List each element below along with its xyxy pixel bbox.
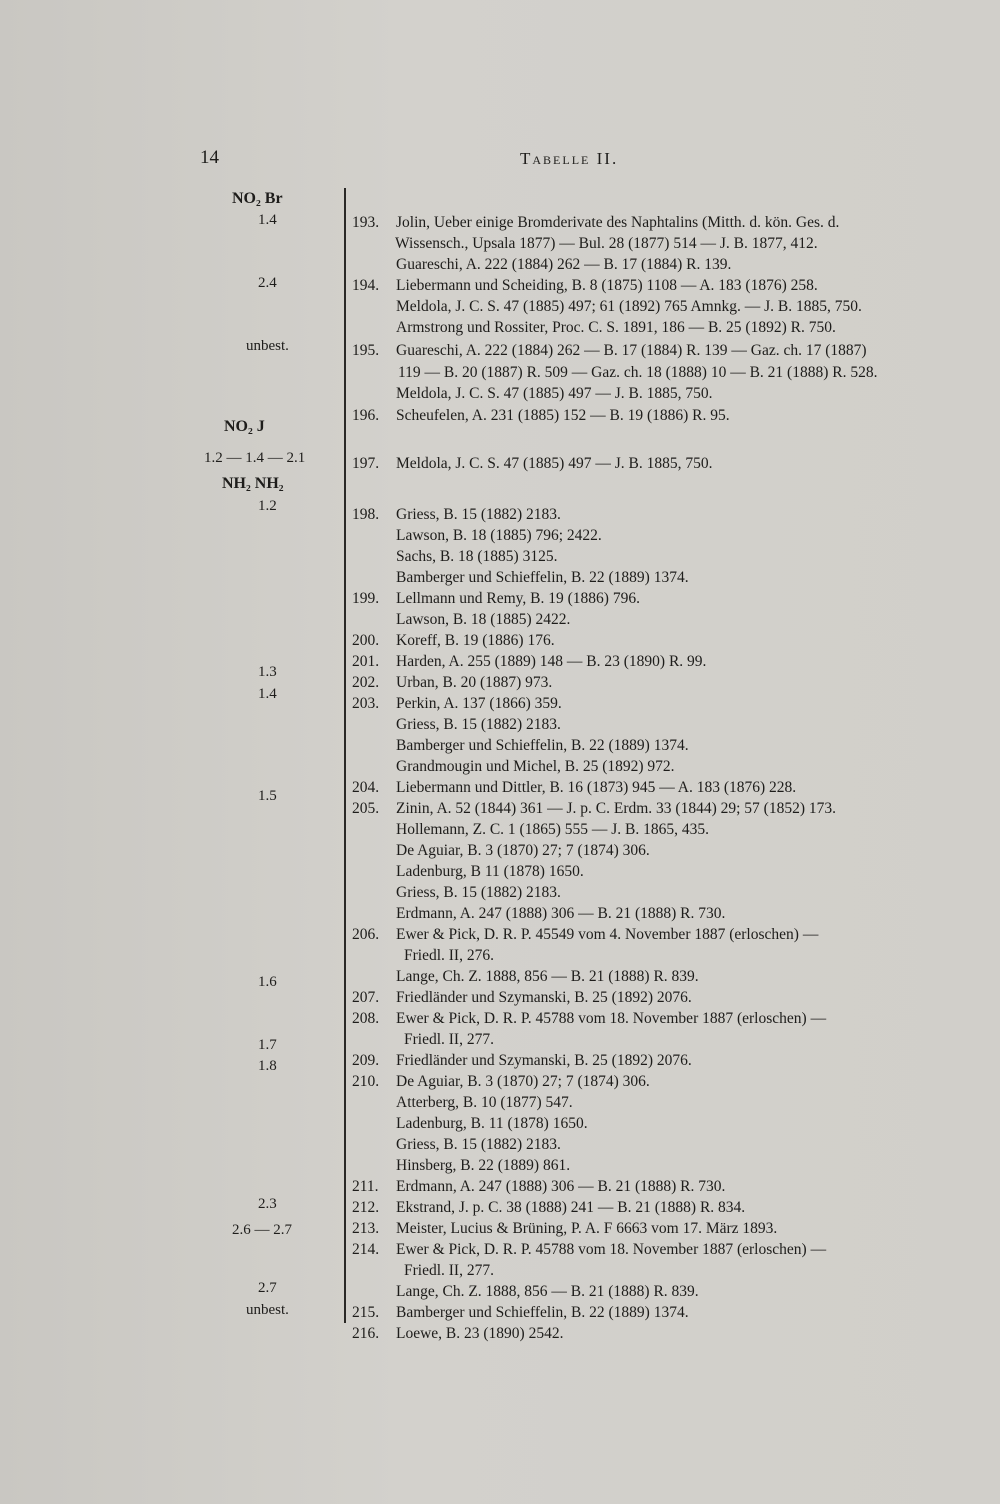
reference-continuation xyxy=(352,861,584,882)
reference-entry xyxy=(352,1302,689,1323)
entry-text: Lange, Ch. Z. 1888, 856 — B. 21 (1888) R. 839. xyxy=(396,1283,699,1300)
entry-text: Meldola, J. C. S. 47 (1885) 497 — J. B. 1885, 750. xyxy=(396,385,713,402)
reference-entry xyxy=(352,504,561,525)
entry-number: 210. xyxy=(352,1073,380,1090)
reference-entry xyxy=(352,630,555,651)
entry-text: Griess, B. 15 (1882) 2183. xyxy=(396,716,561,733)
entry-text: Ewer & Pick, D. R. P. 45788 vom 18. November 1887 (erloschen) — xyxy=(396,1241,827,1258)
reference-continuation xyxy=(352,317,836,338)
reference-entry xyxy=(352,1176,725,1197)
entry-text: Hinsberg, B. 22 (1889) 861. xyxy=(396,1157,571,1174)
entry-text: Bamberger und Schieffelin, B. 22 (1889) 1374. xyxy=(396,569,689,586)
reference-entry xyxy=(352,651,706,672)
position-label: 2.6 — 2.7 xyxy=(232,1222,292,1238)
reference-entry xyxy=(352,453,712,474)
heading-no2-br: NO₂ Br xyxy=(232,190,283,207)
position-label: 1.8 xyxy=(258,1058,277,1074)
entry-text: Guareschi, A. 222 (1884) 262 — B. 17 (1884) R. 139 — Gaz. ch. 17 (1887) xyxy=(396,342,867,359)
entry-number: 205. xyxy=(352,800,380,817)
reference-continuation xyxy=(352,819,709,840)
entry-number: 204. xyxy=(352,779,380,796)
position-label: 1.4 xyxy=(258,686,277,702)
entry-text: De Aguiar, B. 3 (1870) 27; 7 (1874) 306. xyxy=(396,842,650,859)
entry-text: Griess, B. 15 (1882) 2183. xyxy=(396,506,561,523)
reference-entry xyxy=(352,212,839,233)
entry-number: 206. xyxy=(352,926,380,943)
reference-entry xyxy=(352,1197,745,1218)
entry-text: De Aguiar, B. 3 (1870) 27; 7 (1874) 306. xyxy=(396,1073,650,1090)
entry-text: Koreff, B. 19 (1886) 176. xyxy=(396,632,555,649)
position-label: 1.3 xyxy=(258,664,277,680)
entry-text: Guareschi, A. 222 (1884) 262 — B. 17 (1884) R. 139. xyxy=(396,256,732,273)
reference-continuation xyxy=(352,756,675,777)
reference-continuation xyxy=(352,546,557,567)
reference-continuation xyxy=(352,362,877,383)
entry-text: Ladenburg, B 11 (1878) 1650. xyxy=(396,863,584,880)
entry-text: Ewer & Pick, D. R. P. 45549 vom 4. November 1887 (erloschen) — xyxy=(396,926,819,943)
entry-text: Lawson, B. 18 (1885) 2422. xyxy=(396,611,571,628)
entry-text: Friedländer und Szymanski, B. 25 (1892) 2076. xyxy=(396,989,692,1006)
entry-number: 214. xyxy=(352,1241,380,1258)
entry-text: Meldola, J. C. S. 47 (1885) 497 — J. B. 1885, 750. xyxy=(396,455,713,472)
reference-continuation xyxy=(352,1092,573,1113)
page-title: Tabelle II. xyxy=(520,149,619,168)
position-label: unbest. xyxy=(246,1302,289,1318)
reference-continuation xyxy=(352,966,699,987)
column-divider xyxy=(344,188,346,1323)
entry-number: 196. xyxy=(352,407,380,424)
reference-continuation xyxy=(352,525,602,546)
entry-text: Ewer & Pick, D. R. P. 45788 vom 18. November 1887 (erloschen) — xyxy=(396,1010,827,1027)
entry-text: Sachs, B. 18 (1885) 3125. xyxy=(396,548,558,565)
reference-continuation xyxy=(352,714,561,735)
reference-entry xyxy=(352,1071,650,1092)
reference-continuation xyxy=(352,840,650,861)
entry-number: 208. xyxy=(352,1010,380,1027)
reference-entry xyxy=(352,987,692,1008)
entry-text: Grandmougin und Michel, B. 25 (1892) 972. xyxy=(396,758,675,775)
reference-entry xyxy=(352,693,562,714)
reference-continuation xyxy=(352,296,862,317)
reference-entry xyxy=(352,798,836,819)
reference-continuation xyxy=(352,383,712,404)
entry-text: Liebermann und Scheiding, B. 8 (1875) 1108 — A. 183 (1876) 258. xyxy=(396,277,818,294)
entry-number: 216. xyxy=(352,1325,380,1342)
entry-text: Erdmann, A. 247 (1888) 306 — B. 21 (1888) R. 730. xyxy=(396,1178,726,1195)
entry-text: Harden, A. 255 (1889) 148 — B. 23 (1890) R. 99. xyxy=(396,653,707,670)
entry-number: 215. xyxy=(352,1304,380,1321)
position-label: 1.2 xyxy=(258,498,277,514)
heading-no2-j: NO₂ J xyxy=(224,418,265,435)
reference-continuation xyxy=(352,609,570,630)
entry-number: 199. xyxy=(352,590,380,607)
reference-entry xyxy=(352,672,552,693)
entry-text: Friedl. II, 277. xyxy=(404,1031,494,1048)
position-label: 1.6 xyxy=(258,974,277,990)
heading-nh2-nh2: NH₂ NH₂ xyxy=(222,475,284,492)
position-label: unbest. xyxy=(246,338,289,354)
reference-entry xyxy=(352,405,730,426)
reference-continuation xyxy=(352,882,561,903)
entry-number: 197. xyxy=(352,455,380,472)
reference-continuation xyxy=(352,1134,561,1155)
entry-text: Meister, Lucius & Brüning, P. A. F 6663 vom 17. März 1893. xyxy=(396,1220,778,1237)
entry-number: 202. xyxy=(352,674,380,691)
reference-entry xyxy=(352,1008,826,1029)
entry-text: Lellmann und Remy, B. 19 (1886) 796. xyxy=(396,590,640,607)
entry-number: 211. xyxy=(352,1178,379,1195)
reference-entry xyxy=(352,1323,563,1344)
entry-number: 195. xyxy=(352,342,380,359)
entry-text: Scheufelen, A. 231 (1885) 152 — B. 19 (1886) R. 95. xyxy=(396,407,730,424)
entry-text: Griess, B. 15 (1882) 2183. xyxy=(396,884,561,901)
reference-entry xyxy=(352,340,867,361)
reference-continuation xyxy=(352,945,494,966)
position-label: 1.7 xyxy=(258,1037,277,1053)
entry-text: Erdmann, A. 247 (1888) 306 — B. 21 (1888) R. 730. xyxy=(396,905,726,922)
reference-continuation xyxy=(352,1155,570,1176)
page-number: 14 xyxy=(200,147,219,168)
position-label: 2.3 xyxy=(258,1196,277,1212)
position-label: 1.4 xyxy=(258,212,277,228)
entry-text: Loewe, B. 23 (1890) 2542. xyxy=(396,1325,564,1342)
reference-continuation xyxy=(352,1029,494,1050)
reference-continuation xyxy=(352,1260,494,1281)
entry-number: 212. xyxy=(352,1199,380,1216)
reference-continuation xyxy=(352,1113,588,1134)
position-label: 2.4 xyxy=(258,275,277,291)
entry-text: Atterberg, B. 10 (1877) 547. xyxy=(396,1094,573,1111)
entry-text: Friedl. II, 277. xyxy=(404,1262,494,1279)
entry-number: 201. xyxy=(352,653,380,670)
entry-text: Jolin, Ueber einige Bromderivate des Naphtalins (Mitth. d. kön. Ges. d. xyxy=(396,214,840,231)
entry-text: 119 — B. 20 (1887) R. 509 — Gaz. ch. 18 (1888) 10 — B. 21 (1888) R. 528. xyxy=(398,364,878,381)
entry-text: Bamberger und Schieffelin, B. 22 (1889) 1374. xyxy=(396,1304,689,1321)
reference-continuation xyxy=(352,903,725,924)
entry-text: Bamberger und Schieffelin, B. 22 (1889) 1374. xyxy=(396,737,689,754)
reference-entry xyxy=(352,588,640,609)
entry-text: Ekstrand, J. p. C. 38 (1888) 241 — B. 21 (1888) R. 834. xyxy=(396,1199,746,1216)
entry-number: 203. xyxy=(352,695,380,712)
entry-text: Griess, B. 15 (1882) 2183. xyxy=(396,1136,561,1153)
entry-number: 213. xyxy=(352,1220,380,1237)
entry-number: 193. xyxy=(352,214,380,231)
reference-entry xyxy=(352,1050,692,1071)
position-label: 2.7 xyxy=(258,1280,277,1296)
reference-continuation xyxy=(352,735,689,756)
entry-text: Liebermann und Dittler, B. 16 (1873) 945 — A. 183 (1876) 228. xyxy=(396,779,797,796)
reference-continuation xyxy=(352,233,818,254)
reference-entry xyxy=(352,275,818,296)
entry-text: Armstrong und Rossiter, Proc. C. S. 1891, 186 — B. 25 (1892) R. 750. xyxy=(396,319,836,336)
entry-text: Zinin, A. 52 (1844) 361 — J. p. C. Erdm. 33 (1844) 29; 57 (1852) 173. xyxy=(396,800,837,817)
entry-text: Urban, B. 20 (1887) 973. xyxy=(396,674,553,691)
entry-text: Friedl. II, 276. xyxy=(404,947,494,964)
entry-number: 209. xyxy=(352,1052,380,1069)
reference-entry xyxy=(352,1239,826,1260)
entry-text: Wissensch., Upsala 1877) — Bul. 28 (1877) 514 — J. B. 1877, 412. xyxy=(395,235,818,252)
reference-continuation xyxy=(352,254,731,275)
entry-text: Lange, Ch. Z. 1888, 856 — B. 21 (1888) R. 839. xyxy=(396,968,699,985)
entry-number: 207. xyxy=(352,989,380,1006)
reference-entry xyxy=(352,1218,777,1239)
entry-text: Perkin, A. 137 (1866) 359. xyxy=(396,695,562,712)
position-label: 1.2 — 1.4 — 2.1 xyxy=(204,450,306,466)
entry-text: Lawson, B. 18 (1885) 796; 2422. xyxy=(396,527,602,544)
entry-text: Ladenburg, B. 11 (1878) 1650. xyxy=(396,1115,588,1132)
reference-entry xyxy=(352,777,796,798)
reference-continuation xyxy=(352,1281,699,1302)
reference-continuation xyxy=(352,567,689,588)
entry-number: 194. xyxy=(352,277,380,294)
position-label: 1.5 xyxy=(258,788,277,804)
entry-text: Meldola, J. C. S. 47 (1885) 497; 61 (1892) 765 Amnkg. — J. B. 1885, 750. xyxy=(396,298,862,315)
entry-number: 198. xyxy=(352,506,380,523)
reference-entry xyxy=(352,924,818,945)
entry-text: Hollemann, Z. C. 1 (1865) 555 — J. B. 1865, 435. xyxy=(396,821,709,838)
entry-number: 200. xyxy=(352,632,380,649)
entry-text: Friedländer und Szymanski, B. 25 (1892) 2076. xyxy=(396,1052,692,1069)
